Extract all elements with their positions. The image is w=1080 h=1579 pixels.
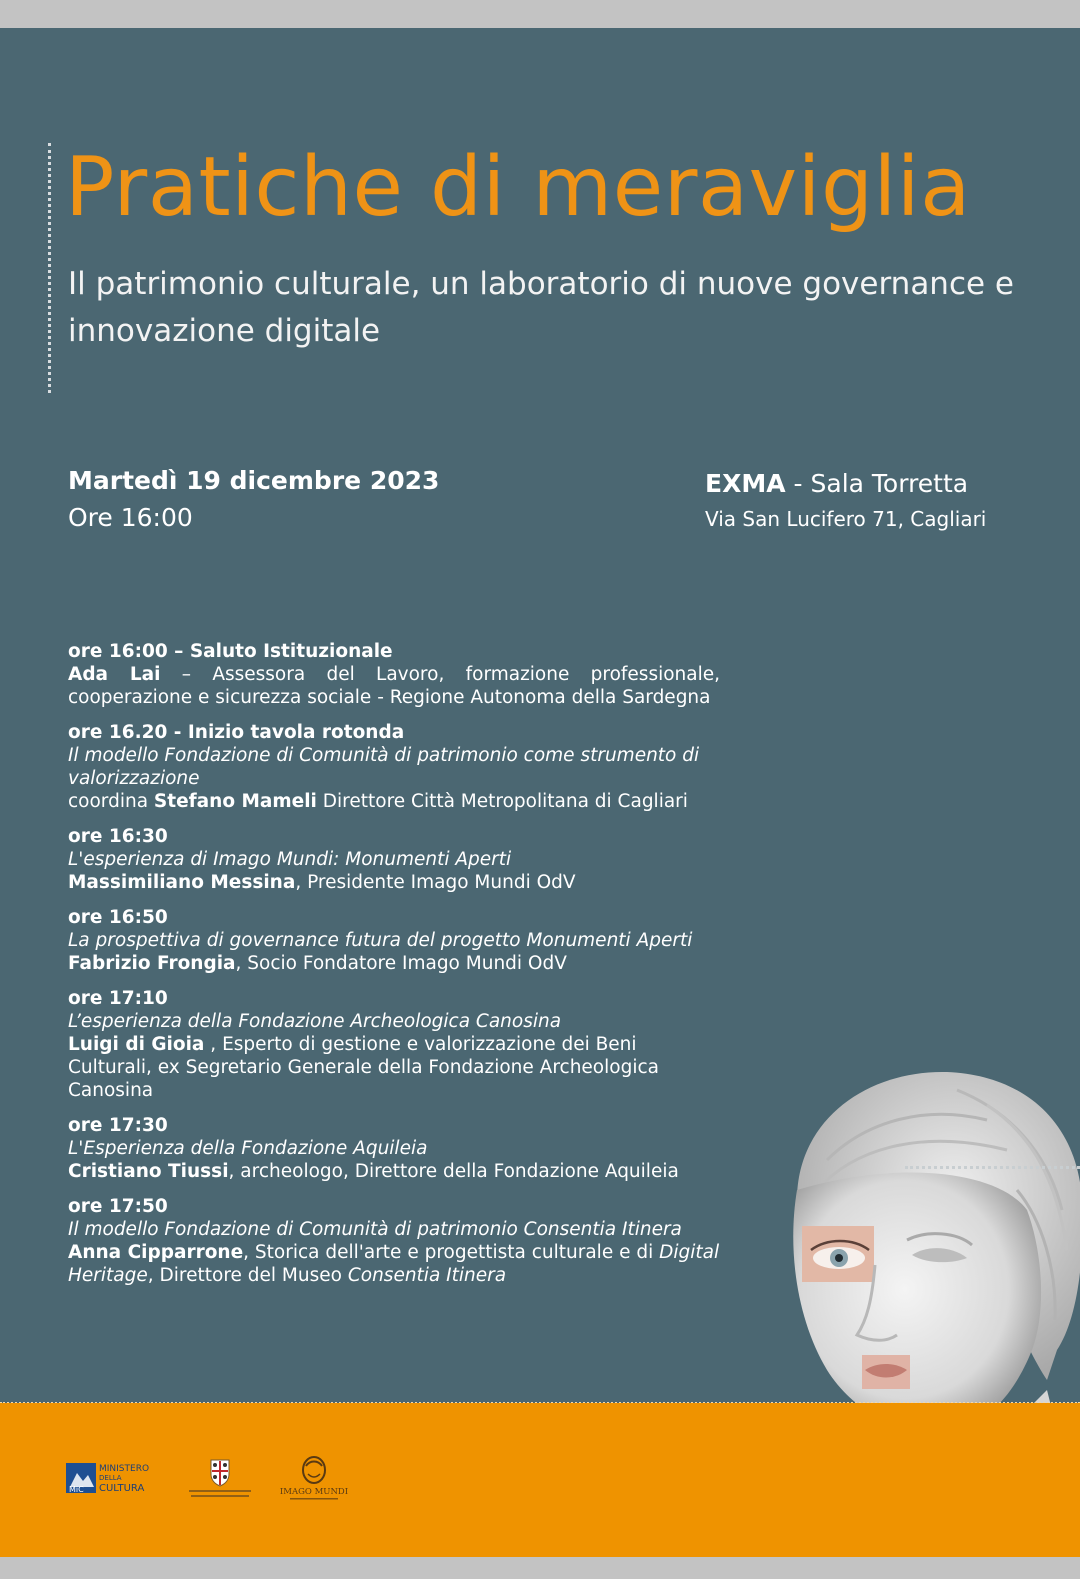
program-role-c: , Direttore del Museo [147,1265,348,1286]
program-role: , Esperto di gestione e valorizzazione dei Beni Culturali, ex Segretario Generale della Fondazione Archeologica Canosina [68,1034,659,1101]
program-topic: L'Esperienza della Fondazione Aquileia [68,1138,428,1159]
program-speaker-line [68,1033,720,1102]
program-item [68,825,720,894]
program-speaker: Stefano Mameli [153,791,317,812]
program-time: ore 16.20 - Inizio tavola rotonda [68,722,405,743]
program-list [68,640,720,1299]
program-time: ore 16:30 [68,826,168,847]
mic-line1: MINISTERO [99,1464,150,1474]
program-speaker: Cristiano Tiussi [68,1161,229,1182]
program-prefix: coordina [68,791,154,812]
program-role: , Socio Fondatore Imago Mundi OdV [235,953,567,974]
program-time: ore 17:10 [68,988,168,1009]
venue-room: - Sala Torretta [785,469,969,498]
program-speaker-line [68,790,720,813]
vertical-dotted-divider [48,143,51,393]
program-role: Direttore Città Metropolitana di Cagliari [316,791,688,812]
event-date: Martedì 19 dicembre 2023 [68,466,440,495]
program-topic: La prospettiva di governance futura del progetto Monumenti Aperti [68,930,693,951]
venue-name: EXMA [705,469,786,498]
mic-line2: DELLA [99,1474,122,1482]
program-item [68,906,720,975]
program-item [68,1114,720,1183]
ministero-cultura-logo [66,1461,166,1497]
poster-title: Pratiche di meraviglia [65,140,971,235]
program-time: ore 16:50 [68,907,168,928]
program-time: ore 17:30 [68,1115,168,1136]
program-speaker: Massimiliano Messina [68,872,296,893]
program-speaker: Luigi di Gioia [68,1034,205,1055]
dotted-divider-right [905,1166,1080,1169]
event-poster [0,28,1080,1557]
regione-sardegna-logo [185,1458,255,1500]
program-item [68,640,720,709]
venue-line [705,466,986,502]
program-item [68,721,720,813]
imago-mundi-text: IMAGO MUNDI [279,1487,349,1497]
program-topic: Il modello Fondazione di Comunità di patrimonio come strumento di valorizzazione [68,745,700,789]
program-speaker: Ada Lai [68,664,161,685]
program-time: ore 17:50 [68,1196,168,1217]
program-role-a: , Storica dell'arte e progettista culturale e di [243,1242,660,1263]
program-speaker-line [68,663,720,709]
program-topic: Il modello Fondazione di Comunità di patrimonio Consentia Itinera [68,1219,682,1240]
program-role-b: Digital Heritage [68,1242,720,1286]
program-topic: L’esperienza della Fondazione Archeologica Canosina [68,1011,562,1032]
program-topic: L'esperienza di Imago Mundi: Monumenti Aperti [68,849,512,870]
imago-mundi-logo [276,1454,352,1504]
event-time: Ore 16:00 [68,503,193,532]
event-date-block [68,463,439,537]
event-venue-block [705,466,986,536]
poster-subtitle: Il patrimonio culturale, un laboratorio di nuove governance e innovazione digitale [68,266,1014,349]
mic-badge-text: MiC [69,1485,84,1494]
program-time: ore 16:00 – Saluto Istituzionale [68,641,393,662]
program-item [68,987,720,1102]
program-role-d: Consentia Itinera [347,1265,507,1286]
program-speaker-line [68,871,720,894]
program-role: – Assessora del Lavoro, formazione professionale, cooperazione e sicurezza sociale - Regione Autonoma della Sardegna [68,664,721,708]
program-item [68,1195,720,1287]
program-speaker: Fabrizio Frongia [68,953,236,974]
program-speaker-line [68,952,720,975]
program-speaker: Anna Cipparrone [68,1242,244,1263]
program-speaker-line [68,1160,720,1183]
program-speaker-line [68,1241,720,1287]
venue-address: Via San Lucifero 71, Cagliari [705,507,987,531]
program-role: , archeologo, Direttore della Fondazione Aquileia [228,1161,679,1182]
program-role: , Presidente Imago Mundi OdV [295,872,576,893]
mic-line3: CULTURA [99,1483,145,1494]
